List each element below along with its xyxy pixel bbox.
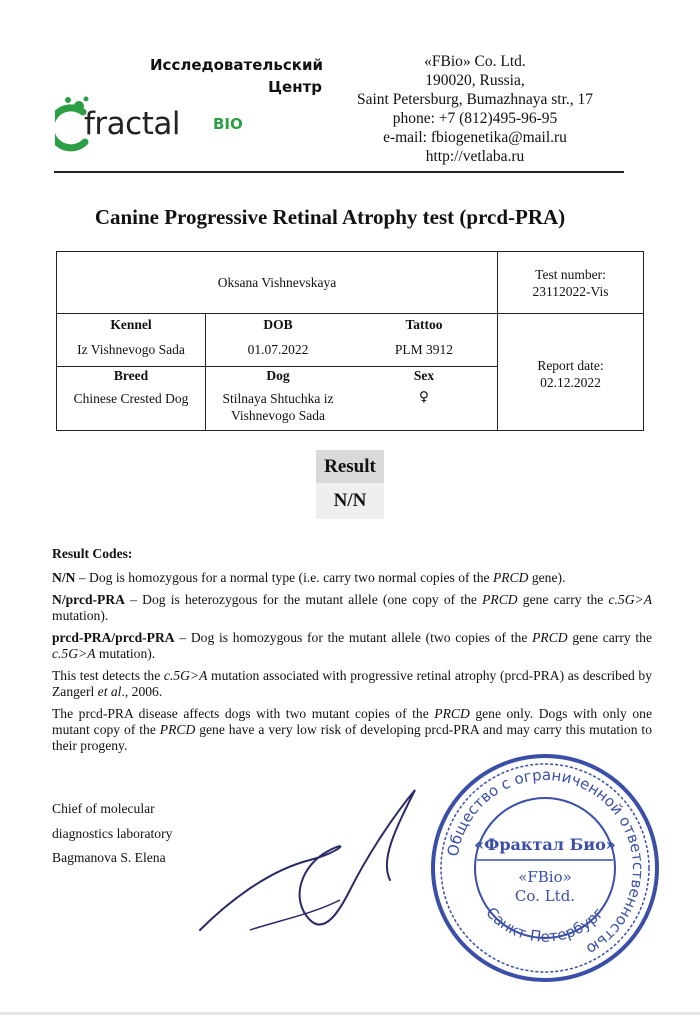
disease-description: The prcd-PRA disease affects dogs with two mutant copies of the PRCD gene only. Dogs with only one mutant copy of the PRCD gene have a very low risk of developing prcd-PRA and may carry this mutation to their progeny. (52, 706, 652, 753)
logo-superscript: BIO (213, 115, 243, 133)
dog-name-line1: Stilnaya Shtuchka iz (222, 391, 334, 406)
contact-postal: 190020, Russia, (425, 72, 525, 89)
contact-email: e-mail: fbiogenetika@mail.ru (383, 129, 567, 146)
kennel-value: Iz Vishnevogo Sada (77, 342, 185, 357)
result-value: N/N (316, 483, 384, 519)
report-title: Canine Progressive Retinal Atrophy test (prcd-PRA) (94, 205, 566, 229)
logo-wordmark: fractal (84, 106, 180, 142)
org-name-ru-line2: Центр (268, 78, 322, 96)
code-homozygous: prcd-PRA/prcd-PRA – Dog is homozygous for the mutant allele (two copies of the PRCD gene carry the c.5G>A mutation). (52, 630, 652, 661)
org-name-ru (150, 54, 322, 98)
report-date: 02.12.2022 (540, 375, 601, 390)
handwritten-signature (190, 780, 420, 950)
header-divider (54, 171, 624, 173)
code-heterozygous: N/prcd-PRA – Dog is heterozygous for the mutant allele (one copy of the PRCD gene carry the c.5G>A mutation). (52, 592, 653, 623)
svg-text:Санкт-Петербург (482, 904, 607, 946)
stamp-name-en: «FBio» (518, 868, 572, 886)
test-description: This test detects the c.5G>A mutation associated with progressive retinal atrophy (prcd-PRA) as described by Zangerl et al., 2006. (52, 668, 652, 699)
stamp-name-en2: Co. Ltd. (514, 887, 576, 905)
test-number-label: Test number: (535, 267, 606, 282)
owner-name: Oksana Vishnevskaya (217, 275, 337, 290)
breed-value: Chinese Crested Dog (73, 391, 189, 406)
result-codes (52, 546, 652, 760)
dog-label: Dog (266, 368, 290, 383)
signatory-block (52, 797, 172, 871)
contact-address: Saint Petersburg, Bumazhnaya str., 17 (356, 91, 594, 108)
info-table (56, 251, 644, 431)
signatory-name: Bagmanova S. Elena (52, 850, 166, 865)
stamp-name-ru: «Фрактал Био» (474, 835, 616, 854)
contact-phone: phone: +7 (812)495-96-95 (392, 110, 558, 127)
stamp-city: Санкт-Петербург (482, 903, 608, 946)
dog-name-line2: Vishnevogo Sada (230, 408, 326, 423)
code-nn: N/N – Dog is homozygous for a normal type (i.e. carry two normal copies of the PRCD gene). (52, 570, 566, 585)
kennel-label: Kennel (110, 317, 152, 332)
signatory-title-line1: Chief of molecular (52, 801, 155, 816)
company-stamp-seal (425, 748, 665, 988)
dob-value: 01.07.2022 (247, 342, 309, 357)
breed-label: Breed (113, 368, 149, 383)
contact-block (340, 52, 610, 166)
contact-company: «FBio» Co. Ltd. (424, 53, 526, 70)
org-name-ru-line1: Исследовательский (150, 56, 323, 74)
tattoo-label: Tattoo (405, 317, 443, 332)
tattoo-value: PLM 3912 (394, 342, 454, 357)
page-bottom-edge (0, 1012, 700, 1015)
sex-label: Sex (413, 368, 435, 383)
result-codes-title: Result Codes: (52, 546, 133, 561)
report-date-label: Report date: (537, 358, 604, 373)
female-icon: ♀ (419, 389, 429, 405)
stamp-ring-text: Общество с ограниченной ответственностью (443, 765, 648, 959)
result-label: Result (316, 450, 384, 483)
dob-label: DOB (263, 317, 293, 332)
signatory-title-line2: diagnostics laboratory (52, 825, 173, 841)
contact-website: http://vetlaba.ru (425, 148, 525, 165)
test-number: 23112022-Vis (532, 284, 609, 299)
